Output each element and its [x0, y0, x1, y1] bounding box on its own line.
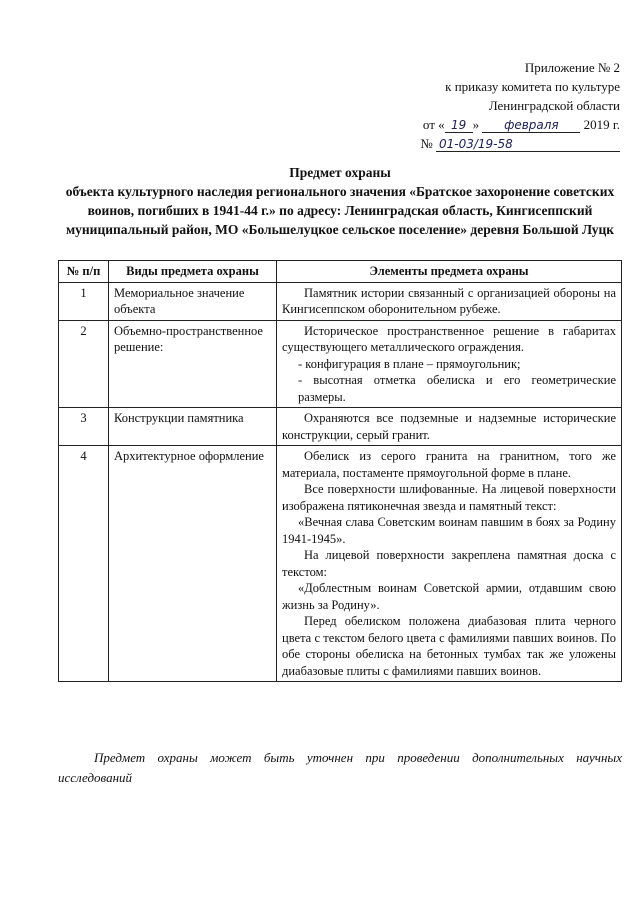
date-year: 2019 г. [583, 117, 620, 132]
document-title [58, 163, 622, 239]
element-paragraph: Историческое пространственное решение в габаритах существующего металлического ограждения. [282, 323, 616, 354]
row-elements [277, 408, 622, 446]
element-paragraph: Обелиск из серого гранита на гранитном, того же материала, постаменте прямоугольной форме в плане. [282, 449, 616, 480]
table-header-row [59, 261, 622, 283]
date-prefix: от « [422, 117, 445, 132]
row-number: 3 [59, 408, 109, 446]
row-number: 4 [59, 446, 109, 682]
element-paragraph: Все поверхности шлифованные. На лицевой поверхности изображена пятиконечная звезда и памятный текст: [282, 482, 616, 513]
appendix-header [420, 58, 620, 153]
table-row [59, 320, 622, 408]
title-object-description: объекта культурного наследия регионального значения «Братское захоронение советских воинов, погибших в 1941-44 г.» по адресу: Ленинградская область, Кингисеппский муниципальный район, МО «Большелуцкое сельское поселение» деревня Большой Луцк [65, 184, 615, 237]
element-paragraph: Охраняются все подземные и надземные исторические конструкции, серый гранит. [282, 411, 616, 442]
header-elements: Элементы предмета охраны [277, 261, 622, 283]
appendix-line-1: Приложение № 2 [524, 60, 620, 75]
row-type: Конструкции памятника [109, 408, 277, 446]
row-type: Мемориальное значение объекта [109, 282, 277, 320]
element-list-item: - высотная отметка обелиска и его геометрические размеры. [298, 373, 616, 404]
row-type: Объемно-пространственное решение: [109, 320, 277, 408]
order-date [420, 115, 620, 134]
appendix-line-3: Ленинградской области [488, 98, 620, 113]
date-day-handwritten: 19 [445, 118, 473, 133]
row-elements [277, 446, 622, 682]
number-handwritten: 01-03/19-58 [436, 137, 620, 152]
row-elements [277, 320, 622, 408]
number-prefix: № [420, 136, 433, 151]
table-row [59, 446, 622, 682]
inscription-quote: «Вечная слава Советским воинам павшим в боях за Родину 1941-1945». [282, 515, 616, 546]
row-elements [277, 282, 622, 320]
row-type: Архитектурное оформление [109, 446, 277, 682]
protection-table [58, 260, 622, 682]
header-type: Виды предмета охраны [109, 261, 277, 283]
date-mid: » [472, 117, 480, 132]
header-num: № п/п [59, 261, 109, 283]
inscription-quote: «Доблестным воинам Советской армии, отдавшим свою жизнь за Родину». [282, 581, 616, 612]
row-number: 1 [59, 282, 109, 320]
element-list-item: - конфигурация в плане – прямоугольник; [298, 356, 521, 371]
table-row [59, 408, 622, 446]
row-number: 2 [59, 320, 109, 408]
element-paragraph: На лицевой поверхности закреплена памятная доска с текстом: [282, 548, 616, 579]
order-number [420, 134, 620, 153]
date-month-handwritten: февраля [482, 118, 580, 133]
element-paragraph: Памятник истории связанный с организацией обороны на Кингисеппском оборонительном рубеже. [282, 285, 616, 316]
footer-note: Предмет охраны может быть уточнен при проведении дополнительных научных исследований [58, 750, 622, 785]
table-row [59, 282, 622, 320]
element-paragraph: Перед обелиском положена диабазовая плита черного цвета с текстом белого цвета с фамилиями павших воинов. По обе стороны обелиска на бетонных тумбах так же уложены диабазовые плиты с фамилиями павших воинов. [282, 614, 616, 678]
title-heading: Предмет охраны [289, 165, 391, 180]
appendix-line-2: к приказу комитета по культуре [445, 79, 620, 94]
